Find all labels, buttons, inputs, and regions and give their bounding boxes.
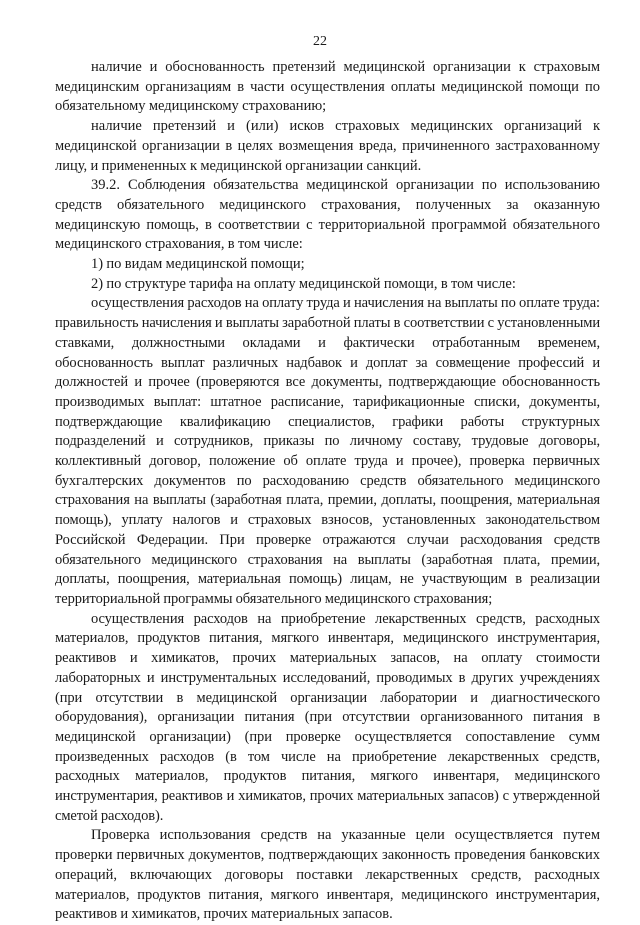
paragraph-labor-expenses: осуществления расходов на оплату труда и начисления на выплаты по оплате труда: правильность начисления и выплаты заработной платы в соответствии с установленными ставками, должностными окладами и фактически отработанным временем, обоснованность выплат различных надбавок и доплат за совмещение профессий и должностей и прочее (проверяются все документы, подтверждающие обоснованность производимых выплат: штатное расписание, тарификационные списки, документы, подтверждающие квалификацию специалистов, графики работы структурных подразделений и сотрудников, приказы по личному составу, трудовые договоры, коллективный договор, положение об оплате труда и прочее), проверка первичных бухгалтерских документов по расходованию средств обязательного медицинского страхования на выплаты (заработная плата, премии, доплаты, поощрения, материальная помощь), уплату налогов и страховых взносов, установленных законодательством Российской Федерации. При проверке отражаются случаи расходования средств обязательного медицинского страхования на выплаты (заработная плата, премии, доплаты, поощрения, материальная помощь) лицам, не участвующим в реализации территориальной программы обязательного медицинского страхования; <box>55 295 600 607</box>
paragraph-supplies-expenses: осуществления расходов на приобретение лекарственных средств, расходных материалов, продуктов питания, мягкого инвентаря, медицинского инструментария, реактивов и химикатов, прочих материальных запасов, на оплату стоимости лабораторных и инструментальных исследований, проводимых в других учреждениях (при отсутствии в медицинской организации лаборатории и диагностического оборудования), организации питания (при отсутствии организованного питания в медицинской организации) (при проверке осуществляется сопоставление сумм произведенных расходов (в том числе на приобретение лекарственных средств, расходных материалов, продуктов питания, мягкого инвентаря, медицинского инструментария, реактивов и химикатов, прочих материальных запасов) с утвержденной сметой расходов). <box>55 610 600 824</box>
list-item-tariff-structure: 2) по структуре тарифа на оплату медицинской помощи, в том числе: <box>91 275 516 292</box>
list-item-care-types: 1) по видам медицинской помощи; <box>91 256 305 273</box>
document-body <box>55 58 600 925</box>
paragraph-claims-presence: наличие и обоснованность претензий медицинской организации к страховым медицинским организациям в части осуществления оплаты медицинской помощи по обязательному медицинскому страхованию; <box>55 59 600 115</box>
paragraph-claims-lawsuits: наличие претензий и (или) исков страховых медицинских организаций к медицинской организации в целях возмещения вреда, причиненного застрахованному лицу, и примененных к медицинской организации санкций. <box>55 118 600 174</box>
page-number: 22 <box>313 34 327 49</box>
paragraph-section-39-2: 39.2. Соблюдения обязательства медицинской организации по использованию средств обязательного медицинского страхования, полученных за оказанную медицинскую помощь, в соответствии с территориальной программой обязательного медицинского страхования, в том числе: <box>55 177 600 253</box>
paragraph-verification: Проверка использования средств на указанные цели осуществляется путем проверки первичных документов, подтверждающих законность проведения банковских операций, включающих договоры поставки лекарственных средств, расходных материалов, продуктов питания, мягкого инвентаря, медицинского инструментария, реактивов и химикатов, прочих материальных запасов. <box>55 827 600 923</box>
